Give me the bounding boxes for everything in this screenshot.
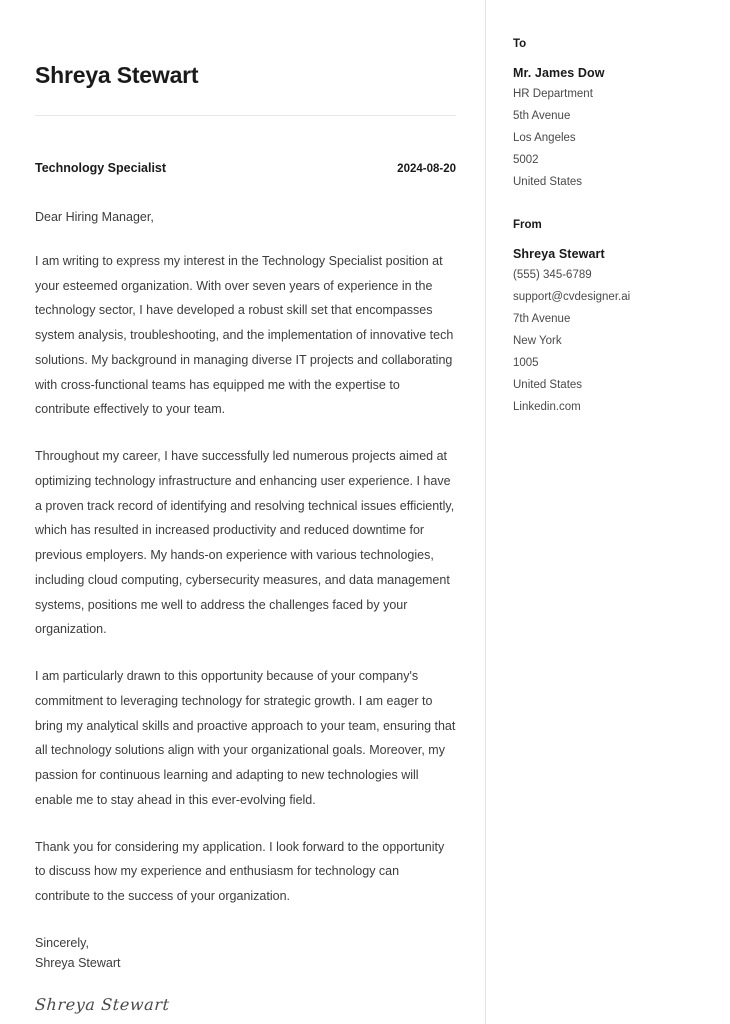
body-paragraph-1: I am writing to express my interest in the Technology Specialist position at your esteemed organization. With over seven years of experience in the technology sector, I have developed a robust skill set that encompasses system analysis, troubleshooting, and the implementation of innovative tech solutions. My background in managing diverse IT projects and collaborating with cross-functional teams has equipped me with the expertise to contribute effectively to your team. <box>35 253 454 417</box>
recipient-name: Mr. James Dow <box>513 66 605 80</box>
sender-block <box>513 190 703 415</box>
sender-name: Shreya Stewart <box>513 247 605 262</box>
letter-date: 2024-08-20 <box>397 162 456 175</box>
body-paragraph-3: I am particularly drawn to this opportunity because of your company's commitment to leveraging technology for strategic growth. I am eager to bring my analytical skills and proactive approach to your team, ensuring that all technology solutions align with your organizational goals. Moreover, my passion for continuous learning and adapting to new technologies will enable me to stay ahead in this ever-evolving field. <box>35 669 456 807</box>
job-title: Technology Specialist <box>35 160 167 175</box>
column-divider <box>485 0 486 1024</box>
salutation: Dear Hiring Manager, <box>35 209 154 224</box>
recipient-block <box>513 0 703 190</box>
sender-website: Linkedin.com <box>513 400 581 413</box>
letter-column <box>35 0 456 1014</box>
page-title: Shreya Stewart <box>35 62 199 88</box>
recipient-line: HR Department <box>513 87 593 100</box>
recipient-line: United States <box>513 175 583 188</box>
sender-line: 7th Avenue <box>513 312 571 325</box>
sender-email: support@cvdesigner.ai <box>513 290 631 303</box>
header-divider <box>35 115 456 116</box>
sender-line: United States <box>513 378 583 391</box>
recipient-line: 5002 <box>513 153 539 166</box>
title-date-row <box>35 161 456 175</box>
sender-label: From <box>513 219 542 232</box>
closing-block <box>35 933 456 974</box>
sender-line: 1005 <box>513 356 539 369</box>
body-paragraph-4: Thank you for considering my application. I look forward to the opportunity to discuss how my experience and enthusiasm for technology can contribute to the success of your organization. <box>35 839 445 904</box>
recipient-line: 5th Avenue <box>513 109 571 122</box>
closing-name: Shreya Stewart <box>35 956 121 971</box>
sender-line: New York <box>513 334 562 347</box>
body-paragraph-2: Throughout my career, I have successfully led numerous projects aimed at optimizing technology infrastructure and enhancing user experience. I have a proven track record of identifying and resolving technical issues efficiently, which has resulted in increased productivity and reduced downtime for previous employers. My hands-on experience with various technologies, including cloud computing, cybersecurity measures, and data management systems, positions me well to address the challenges faced by your organization. <box>35 449 455 637</box>
recipient-line: Los Angeles <box>513 131 576 144</box>
signature: Shreya Stewart <box>34 995 171 1015</box>
closing-phrase: Sincerely, <box>35 935 89 950</box>
sender-phone: (555) 345-6789 <box>513 268 592 281</box>
address-column <box>513 0 703 415</box>
recipient-label: To <box>513 38 527 50</box>
